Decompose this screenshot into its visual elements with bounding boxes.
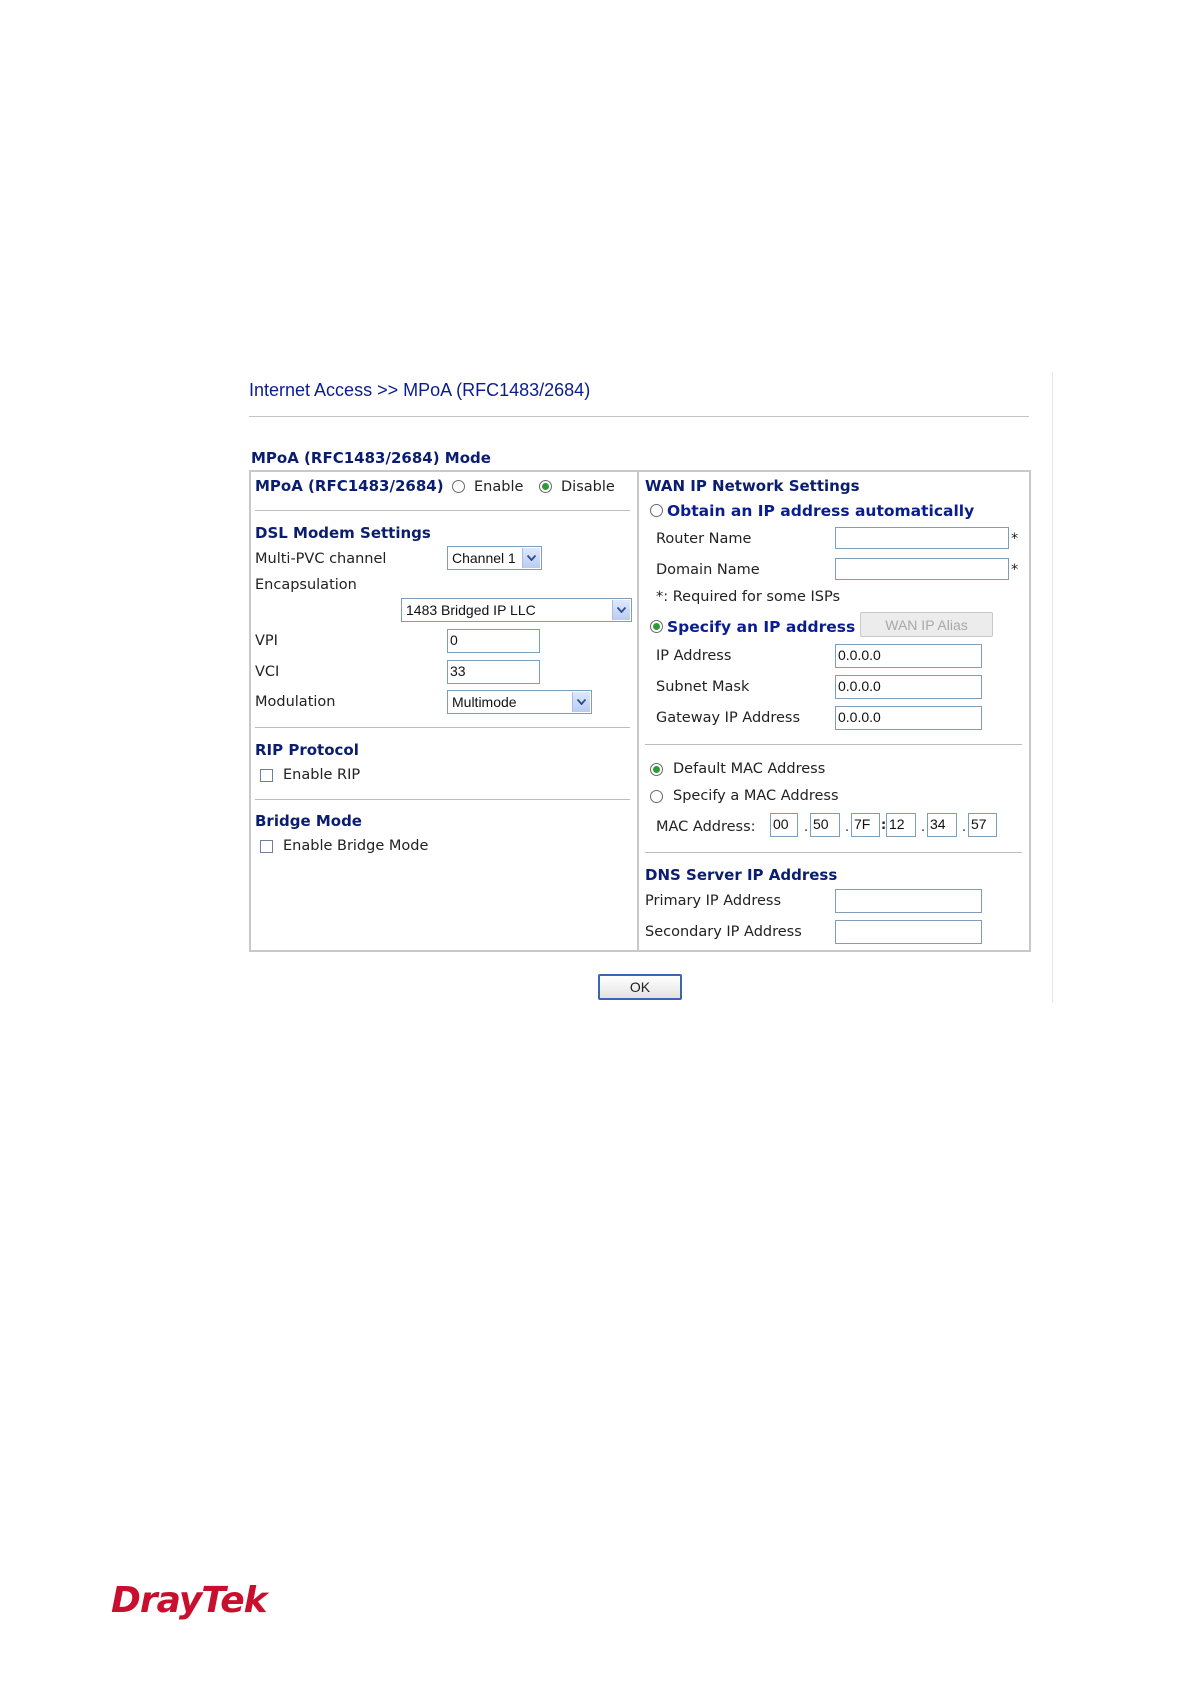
enable-bridge-checkbox[interactable] <box>260 840 273 853</box>
rip-header: RIP Protocol <box>255 741 359 759</box>
panel-divider <box>637 470 639 952</box>
mode-label: MPoA (RFC1483/2684) <box>255 477 444 495</box>
divider <box>255 799 630 800</box>
specify-ip-radio[interactable] <box>650 620 663 633</box>
domain-name-label: Domain Name <box>656 562 760 578</box>
mac-octet-input[interactable]: 50 <box>810 813 840 837</box>
secondary-ip-input[interactable] <box>835 920 982 944</box>
mac-octet-input[interactable]: 00 <box>770 813 798 837</box>
obtain-ip-label: Obtain an IP address automatically <box>667 502 975 520</box>
mac-octet-input[interactable]: 34 <box>927 813 957 837</box>
multipvc-label: Multi-PVC channel <box>255 551 387 567</box>
secondary-ip-label: Secondary IP Address <box>645 924 802 940</box>
mode-disable-radio[interactable] <box>539 480 552 493</box>
required-mark: * <box>1011 531 1019 547</box>
title-divider <box>249 416 1029 417</box>
specify-ip-label: Specify an IP address <box>667 618 856 636</box>
required-note: *: Required for some ISPs <box>656 589 841 605</box>
chevron-down-icon[interactable] <box>572 692 590 712</box>
encapsulation-value: 1483 Bridged IP LLC <box>406 602 536 618</box>
ok-button[interactable]: OK <box>598 974 682 1000</box>
dns-header: DNS Server IP Address <box>645 866 838 884</box>
domain-name-input[interactable] <box>835 558 1009 580</box>
specify-mac-radio[interactable] <box>650 790 663 803</box>
mac-octet-input[interactable]: 7F <box>851 813 880 837</box>
vci-label: VCI <box>255 664 280 680</box>
enable-bridge-label: Enable Bridge Mode <box>283 838 429 854</box>
subnet-mask-input[interactable]: 0.0.0.0 <box>835 675 982 699</box>
default-mac-label: Default MAC Address <box>673 761 826 777</box>
primary-ip-label: Primary IP Address <box>645 893 782 909</box>
modulation-select[interactable] <box>447 690 592 714</box>
content-edge-line <box>1052 372 1053 1002</box>
modulation-label: Modulation <box>255 694 336 710</box>
router-name-label: Router Name <box>656 531 752 547</box>
ip-address-input[interactable]: 0.0.0.0 <box>835 644 982 668</box>
page-title: Internet Access >> MPoA (RFC1483/2684) <box>249 380 591 400</box>
bridge-header: Bridge Mode <box>255 812 362 830</box>
chevron-down-icon[interactable] <box>612 600 630 620</box>
mac-octet-input[interactable]: 12 <box>886 813 916 837</box>
ip-address-label: IP Address <box>656 648 732 664</box>
primary-ip-input[interactable] <box>835 889 982 913</box>
mode-enable-radio[interactable] <box>452 480 465 493</box>
divider <box>645 852 1022 853</box>
gateway-label: Gateway IP Address <box>656 710 801 726</box>
radio-selected-dot <box>542 483 549 490</box>
mac-separator: . <box>962 820 967 835</box>
dsl-settings-header: DSL Modem Settings <box>255 524 431 542</box>
encapsulation-select[interactable] <box>401 598 632 622</box>
mac-octet-input[interactable]: 57 <box>968 813 997 837</box>
gateway-input[interactable]: 0.0.0.0 <box>835 706 982 730</box>
wan-ip-alias-button[interactable]: WAN IP Alias <box>860 612 993 637</box>
chevron-down-icon[interactable] <box>522 548 540 568</box>
mode-disable-label: Disable <box>561 479 615 495</box>
encapsulation-label: Encapsulation <box>255 577 357 593</box>
vpi-input[interactable]: 0 <box>447 629 540 653</box>
enable-rip-checkbox[interactable] <box>260 769 273 782</box>
required-mark: * <box>1011 562 1019 578</box>
draytek-logo: DrayTek <box>111 1580 267 1621</box>
vci-input[interactable]: 33 <box>447 660 540 684</box>
multipvc-value: Channel 1 <box>452 550 516 566</box>
radio-selected-dot <box>653 766 660 773</box>
specify-mac-label: Specify a MAC Address <box>673 788 839 804</box>
obtain-ip-radio[interactable] <box>650 504 663 517</box>
mac-address-label: MAC Address: <box>656 819 756 835</box>
vpi-label: VPI <box>255 633 278 649</box>
mac-separator: . <box>804 820 809 835</box>
divider <box>645 744 1022 745</box>
mac-separator: : <box>881 818 887 833</box>
divider <box>255 510 630 511</box>
router-name-input[interactable] <box>835 527 1009 549</box>
mac-separator: . <box>845 820 850 835</box>
wan-settings-header: WAN IP Network Settings <box>645 477 860 495</box>
section-title: MPoA (RFC1483/2684) Mode <box>251 449 491 467</box>
mode-enable-label: Enable <box>474 479 524 495</box>
radio-selected-dot <box>653 623 660 630</box>
divider <box>255 727 630 728</box>
enable-rip-label: Enable RIP <box>283 767 361 783</box>
subnet-mask-label: Subnet Mask <box>656 679 750 695</box>
default-mac-radio[interactable] <box>650 763 663 776</box>
multipvc-select[interactable] <box>447 546 542 570</box>
modulation-value: Multimode <box>452 694 517 710</box>
mac-separator: . <box>921 820 926 835</box>
